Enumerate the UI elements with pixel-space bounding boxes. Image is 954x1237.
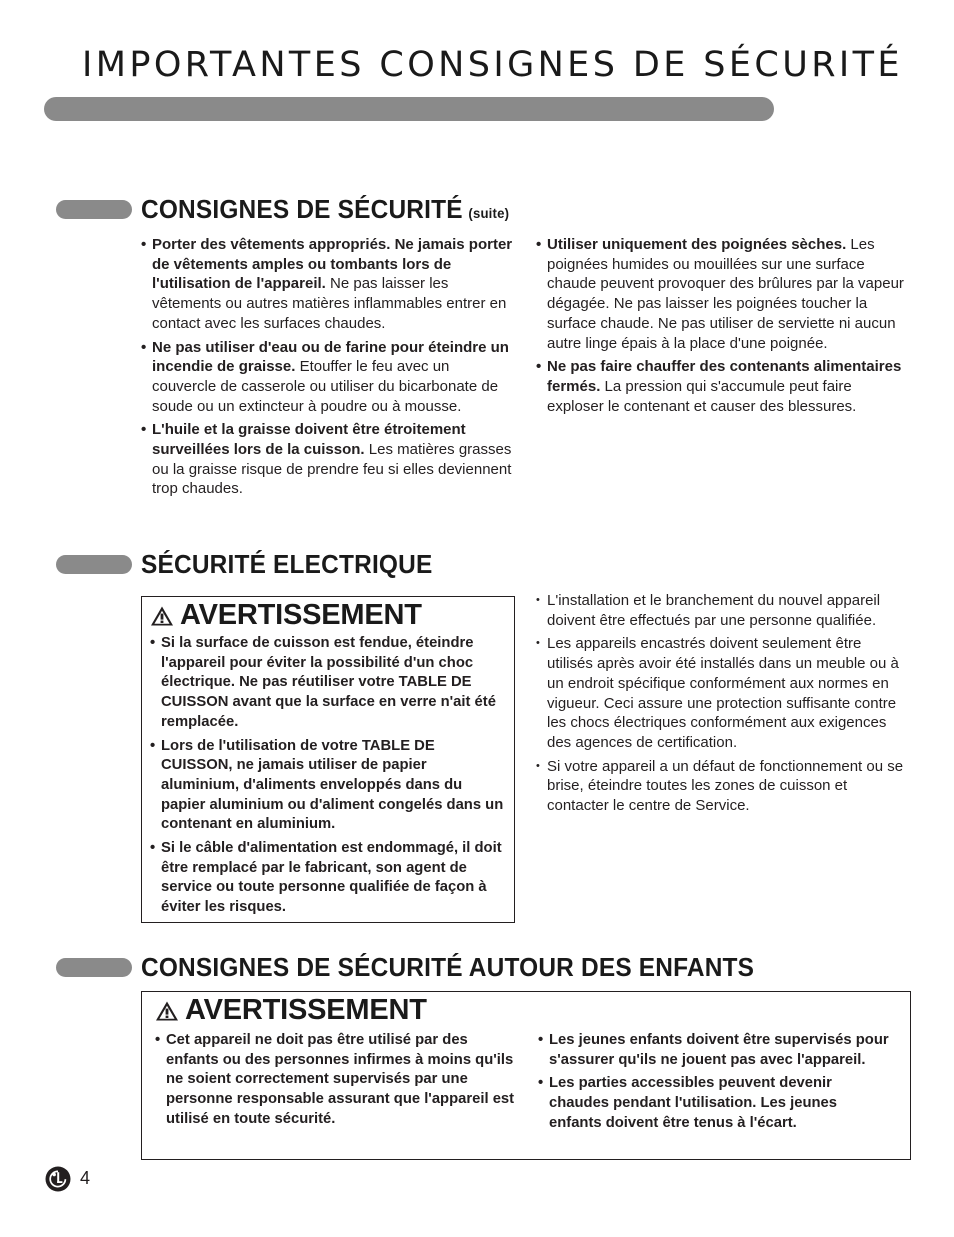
page-title: IMPORTANTES CONSIGNES DE SÉCURITÉ: [82, 45, 903, 85]
list-item: [536, 357, 911, 416]
section-title-consignes: [141, 196, 509, 222]
warning-triangle-icon: [150, 605, 174, 627]
list-item: • Les parties accessibles peuvent devenir chaudes pendant l'utilisation. Les jeunes enfants doivent être tenus à l'écart.: [538, 1074, 892, 1133]
section2-right-list: [536, 591, 911, 820]
warning-list: [150, 634, 506, 918]
list-item-bold: Ne pas faire chauffer des contenants alimentaires fermés.: [547, 358, 902, 395]
list-item: • Lors de l'utilisation de votre TABLE DE CUISSON, ne jamais utiliser de papier aluminium, d'aliments enveloppés dans du papier aluminium ou d'aliment congelés dans un contenant en aluminium.: [150, 737, 506, 836]
list-item: • Cet appareil ne doit pas être utilisé par des enfants ou des personnes infirmes à moins qu'ils ne soient correctement supervisés par une personne responsable assurant que l'appareil est utilisé en toute sécurité.: [155, 1031, 517, 1130]
section-title-text: CONSIGNES DE SÉCURITÉ: [141, 194, 463, 224]
section-pill: [56, 200, 132, 219]
list-item: [141, 338, 513, 417]
list-item-bold: Utiliser uniquement des poignées sèches.: [547, 236, 847, 253]
section1-right-list: [536, 235, 911, 420]
warning-header: [150, 601, 506, 630]
list-item-text: La pression qui s'accumule peut faire exploser le contenant et causer des blessures.: [547, 377, 857, 415]
list-item-bold: Porter des vêtements appropriés. Ne jamais porter de vêtements amples ou tombants lors de l'utilisation de l'appareil.: [152, 236, 513, 293]
list-item: • Les jeunes enfants doivent être supervisés pour s'assurer qu'ils ne jouent pas avec l'appareil.: [538, 1031, 892, 1070]
list-item-text: Les poignées humides ou mouillées sur une surface chaude peuvent provoquer des brûlures par la vapeur dégagée. Ne pas laisser les poignées toucher la surface chaude. Ne pas utiliser de serviette ni aucun autre linge épais à la place d'une poignée.: [547, 236, 904, 352]
warning-list-right: [538, 1031, 892, 1138]
list-item-text: Les matières grasses ou la graisse risque de prendre feu si elles deviennent trop chaudes.: [152, 441, 512, 498]
warning-title: AVERTISSEMENT: [185, 994, 427, 1026]
section-pill: [56, 958, 132, 977]
warning-list-left: [155, 1031, 517, 1134]
list-item: [141, 235, 513, 334]
section-title-enfants: CONSIGNES DE SÉCURITÉ AUTOUR DES ENFANTS: [141, 952, 755, 982]
list-item-bold: L'huile et la graisse doivent être étroitement surveillées lors de la cuisson.: [152, 421, 466, 459]
list-item: [141, 420, 513, 499]
list-item: • L'installation et le branchement du nouvel appareil doivent être effectués par une personne qualifiée.: [536, 591, 911, 630]
warning-triangle-icon: [155, 1000, 179, 1022]
list-item-text: Etouffer le feu avec un couvercle de casserole ou utiliser du bicarbonate de soude ou un extincteur à poudre ou à mousse.: [152, 358, 499, 415]
warning-box-electrique: [141, 596, 515, 923]
section-pill: [56, 555, 132, 574]
list-item-bold: Ne pas utiliser d'eau ou de farine pour éteindre un incendie de graisse.: [152, 338, 509, 376]
list-item: [536, 235, 911, 353]
list-item-text: Ne pas laisser les vêtements ou autres matières inflammables entrer en contact avec les surfaces chaudes.: [152, 275, 507, 332]
list-item: • Si la surface de cuisson est fendue, éteindre l'appareil pour éviter la possibilité d'un choc électrique. Ne pas réutiliser votre TABLE DE CUISSON avant que la surface en verre n'ait été remplacée.: [150, 634, 506, 733]
page-number: 4: [80, 1168, 91, 1188]
warning-title: AVERTISSEMENT: [180, 599, 422, 631]
list-item: • Les appareils encastrés doivent seulement être utilisés après avoir été installés dans un meuble ou à un endroit spécifique conformément aux normes en vigueur. Ceci assure une protection suffisante contre les chocs électriques conformément aux exigences des agences de certification.: [536, 634, 911, 752]
section-title-suffix: (suite): [468, 205, 510, 221]
warning-box-enfants: [141, 991, 911, 1160]
list-item: • Si votre appareil a un défaut de fonctionnement ou se brise, éteindre toutes les zones de cuisson et contacter le centre de Service.: [536, 757, 911, 816]
lg-logo-icon: [45, 1166, 71, 1192]
warning-header: [155, 996, 427, 1025]
section-title-electrique: SÉCURITÉ ELECTRIQUE: [141, 549, 433, 579]
section1-left-list: [141, 235, 513, 503]
list-item: • Si le câble d'alimentation est endommagé, il doit être remplacé par le fabricant, son agent de service ou toute personne qualifiée de façon à éviter les risques.: [150, 839, 506, 918]
title-bar: [44, 97, 774, 121]
